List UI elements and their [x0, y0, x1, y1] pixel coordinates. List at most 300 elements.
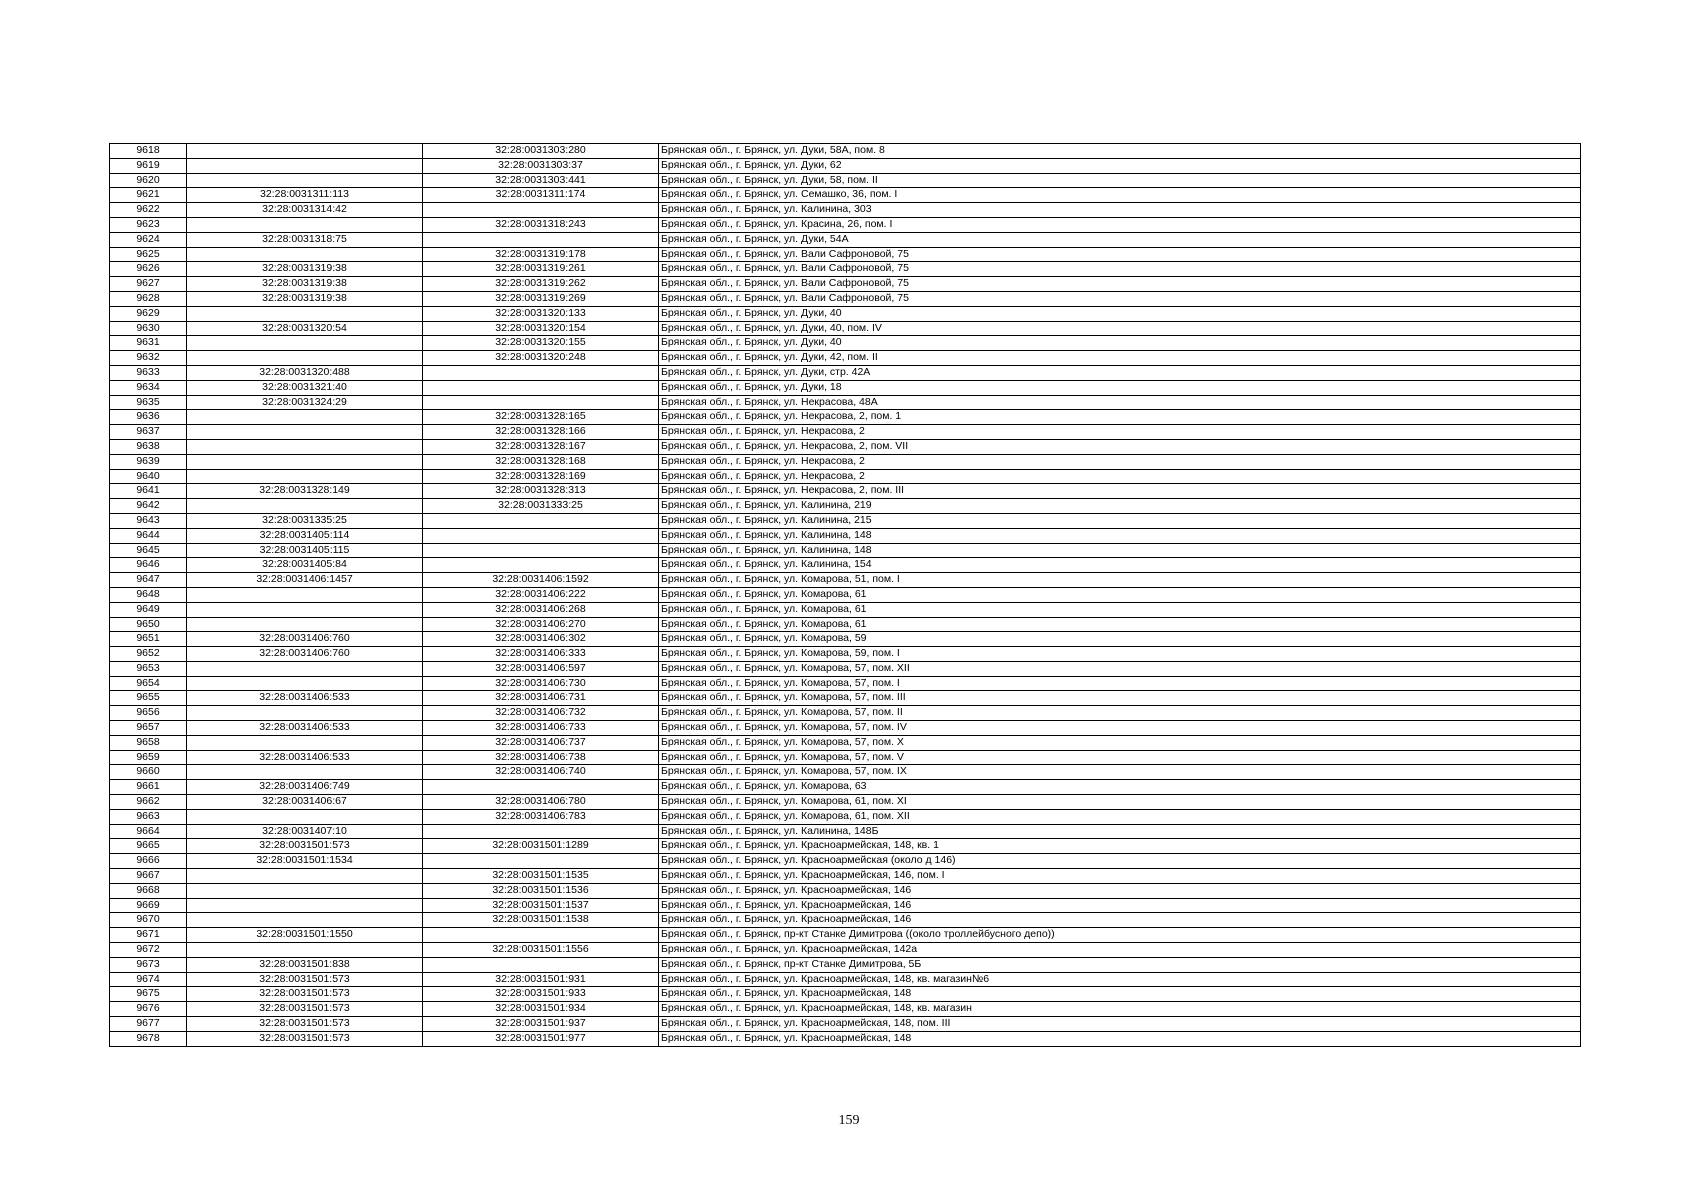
land-parcel-cadastral-number-cell: 32:28:0031501:573: [187, 1031, 423, 1046]
row-number-cell: 9653: [110, 661, 187, 676]
land-parcel-cadastral-number-cell: 32:28:0031328:149: [187, 484, 423, 499]
table-row: [110, 780, 1581, 795]
land-parcel-cadastral-number-cell: [187, 898, 423, 913]
address-cell: Брянская обл., г. Брянск, ул. Красноармейская, 146: [659, 913, 1581, 928]
row-number-cell: 9632: [110, 351, 187, 366]
table-row: [110, 365, 1581, 380]
table-row: [110, 573, 1581, 588]
table-row: [110, 706, 1581, 721]
table-row: [110, 513, 1581, 528]
object-cadastral-number-cell: 32:28:0031406:597: [423, 661, 659, 676]
table-row: [110, 676, 1581, 691]
address-cell: Брянская обл., г. Брянск, ул. Вали Сафроновой, 75: [659, 291, 1581, 306]
row-number-cell: 9624: [110, 232, 187, 247]
table-row: [110, 854, 1581, 869]
object-cadastral-number-cell: 32:28:0031406:733: [423, 721, 659, 736]
table-row: [110, 454, 1581, 469]
registry-table-body: [110, 144, 1581, 1047]
land-parcel-cadastral-number-cell: [187, 351, 423, 366]
address-cell: Брянская обл., г. Брянск, ул. Красноармейская, 148, кв. магазин: [659, 1002, 1581, 1017]
address-cell: Брянская обл., г. Брянск, пр-кт Станке Димитрова, 5Б: [659, 957, 1581, 972]
row-number-cell: 9660: [110, 765, 187, 780]
land-parcel-cadastral-number-cell: [187, 247, 423, 262]
land-parcel-cadastral-number-cell: [187, 809, 423, 824]
object-cadastral-number-cell: [423, 365, 659, 380]
object-cadastral-number-cell: [423, 528, 659, 543]
table-row: [110, 380, 1581, 395]
table-row: [110, 306, 1581, 321]
table-row: [110, 351, 1581, 366]
land-parcel-cadastral-number-cell: [187, 217, 423, 232]
land-parcel-cadastral-number-cell: 32:28:0031501:1534: [187, 854, 423, 869]
row-number-cell: 9655: [110, 691, 187, 706]
address-cell: Брянская обл., г. Брянск, ул. Комарова, 57, пом. V: [659, 750, 1581, 765]
object-cadastral-number-cell: 32:28:0031501:1535: [423, 869, 659, 884]
land-parcel-cadastral-number-cell: 32:28:0031406:67: [187, 795, 423, 810]
object-cadastral-number-cell: 32:28:0031328:313: [423, 484, 659, 499]
row-number-cell: 9641: [110, 484, 187, 499]
land-parcel-cadastral-number-cell: 32:28:0031501:573: [187, 972, 423, 987]
address-cell: Брянская обл., г. Брянск, ул. Красноармейская, 148: [659, 1031, 1581, 1046]
object-cadastral-number-cell: 32:28:0031333:25: [423, 499, 659, 514]
object-cadastral-number-cell: 32:28:0031406:302: [423, 632, 659, 647]
address-cell: Брянская обл., г. Брянск, ул. Красноармейская, 148, кв. магазин№6: [659, 972, 1581, 987]
object-cadastral-number-cell: 32:28:0031501:1538: [423, 913, 659, 928]
address-cell: Брянская обл., г. Брянск, ул. Дуки, стр. 42А: [659, 365, 1581, 380]
object-cadastral-number-cell: 32:28:0031328:169: [423, 469, 659, 484]
address-cell: Брянская обл., г. Брянск, ул. Дуки, 62: [659, 158, 1581, 173]
table-row: [110, 765, 1581, 780]
object-cadastral-number-cell: 32:28:0031501:1537: [423, 898, 659, 913]
address-cell: Брянская обл., г. Брянск, ул. Калинина, 148: [659, 543, 1581, 558]
table-row: [110, 972, 1581, 987]
table-row: [110, 188, 1581, 203]
table-row: [110, 632, 1581, 647]
object-cadastral-number-cell: [423, 957, 659, 972]
address-cell: Брянская обл., г. Брянск, ул. Красина, 26, пом. I: [659, 217, 1581, 232]
address-cell: Брянская обл., г. Брянск, ул. Комарова, 61: [659, 617, 1581, 632]
table-row: [110, 1017, 1581, 1032]
table-row: [110, 1031, 1581, 1046]
land-parcel-cadastral-number-cell: 32:28:0031405:84: [187, 558, 423, 573]
object-cadastral-number-cell: 32:28:0031406:268: [423, 602, 659, 617]
table-row: [110, 203, 1581, 218]
row-number-cell: 9651: [110, 632, 187, 647]
land-parcel-cadastral-number-cell: 32:28:0031314:42: [187, 203, 423, 218]
address-cell: Брянская обл., г. Брянск, ул. Калинина, 148: [659, 528, 1581, 543]
land-parcel-cadastral-number-cell: [187, 765, 423, 780]
address-cell: Брянская обл., г. Брянск, ул. Дуки, 40: [659, 306, 1581, 321]
land-parcel-cadastral-number-cell: 32:28:0031320:488: [187, 365, 423, 380]
row-number-cell: 9647: [110, 573, 187, 588]
address-cell: Брянская обл., г. Брянск, ул. Комарова, 57, пом. I: [659, 676, 1581, 691]
object-cadastral-number-cell: 32:28:0031328:168: [423, 454, 659, 469]
row-number-cell: 9677: [110, 1017, 187, 1032]
address-cell: Брянская обл., г. Брянск, ул. Калинина, 148Б: [659, 824, 1581, 839]
address-cell: Брянская обл., г. Брянск, ул. Комарова, 59: [659, 632, 1581, 647]
row-number-cell: 9628: [110, 291, 187, 306]
object-cadastral-number-cell: 32:28:0031319:261: [423, 262, 659, 277]
address-cell: Брянская обл., г. Брянск, ул. Красноармейская, 148, пом. III: [659, 1017, 1581, 1032]
row-number-cell: 9659: [110, 750, 187, 765]
table-row: [110, 617, 1581, 632]
table-row: [110, 869, 1581, 884]
object-cadastral-number-cell: 32:28:0031501:934: [423, 1002, 659, 1017]
land-parcel-cadastral-number-cell: [187, 617, 423, 632]
row-number-cell: 9621: [110, 188, 187, 203]
land-parcel-cadastral-number-cell: [187, 439, 423, 454]
row-number-cell: 9661: [110, 780, 187, 795]
row-number-cell: 9648: [110, 587, 187, 602]
address-cell: Брянская обл., г. Брянск, ул. Некрасова, 2, пом. III: [659, 484, 1581, 499]
row-number-cell: 9644: [110, 528, 187, 543]
address-cell: Брянская обл., г. Брянск, ул. Комарова, 57, пом. III: [659, 691, 1581, 706]
row-number-cell: 9656: [110, 706, 187, 721]
object-cadastral-number-cell: 32:28:0031311:174: [423, 188, 659, 203]
table-row: [110, 883, 1581, 898]
row-number-cell: 9620: [110, 173, 187, 188]
table-row: [110, 439, 1581, 454]
row-number-cell: 9626: [110, 262, 187, 277]
land-parcel-cadastral-number-cell: [187, 499, 423, 514]
land-parcel-cadastral-number-cell: [187, 869, 423, 884]
table-row: [110, 321, 1581, 336]
address-cell: Брянская обл., г. Брянск, ул. Дуки, 58А, пом. 8: [659, 144, 1581, 159]
land-parcel-cadastral-number-cell: [187, 735, 423, 750]
land-parcel-cadastral-number-cell: [187, 336, 423, 351]
table-row: [110, 587, 1581, 602]
table-row: [110, 336, 1581, 351]
row-number-cell: 9629: [110, 306, 187, 321]
object-cadastral-number-cell: 32:28:0031406:333: [423, 647, 659, 662]
address-cell: Брянская обл., г. Брянск, ул. Красноармейская, 146: [659, 883, 1581, 898]
address-cell: Брянская обл., г. Брянск, ул. Красноармейская, 148, кв. 1: [659, 839, 1581, 854]
land-parcel-cadastral-number-cell: 32:28:0031318:75: [187, 232, 423, 247]
address-cell: Брянская обл., г. Брянск, ул. Красноармейская, 142а: [659, 943, 1581, 958]
row-number-cell: 9646: [110, 558, 187, 573]
row-number-cell: 9665: [110, 839, 187, 854]
object-cadastral-number-cell: 32:28:0031406:740: [423, 765, 659, 780]
land-parcel-cadastral-number-cell: [187, 602, 423, 617]
table-row: [110, 262, 1581, 277]
object-cadastral-number-cell: 32:28:0031303:37: [423, 158, 659, 173]
object-cadastral-number-cell: 32:28:0031320:248: [423, 351, 659, 366]
object-cadastral-number-cell: 32:28:0031406:732: [423, 706, 659, 721]
row-number-cell: 9633: [110, 365, 187, 380]
land-parcel-cadastral-number-cell: [187, 913, 423, 928]
address-cell: Брянская обл., г. Брянск, пр-кт Станке Димитрова ((около троллейбусного депо)): [659, 928, 1581, 943]
table-row: [110, 647, 1581, 662]
land-parcel-cadastral-number-cell: [187, 676, 423, 691]
row-number-cell: 9637: [110, 425, 187, 440]
object-cadastral-number-cell: [423, 395, 659, 410]
object-cadastral-number-cell: 32:28:0031319:262: [423, 277, 659, 292]
address-cell: Брянская обл., г. Брянск, ул. Некрасова, 2: [659, 454, 1581, 469]
row-number-cell: 9631: [110, 336, 187, 351]
object-cadastral-number-cell: 32:28:0031501:1289: [423, 839, 659, 854]
address-cell: Брянская обл., г. Брянск, ул. Комарова, 61: [659, 602, 1581, 617]
address-cell: Брянская обл., г. Брянск, ул. Дуки, 42, пом. II: [659, 351, 1581, 366]
land-parcel-cadastral-number-cell: [187, 144, 423, 159]
address-cell: Брянская обл., г. Брянск, ул. Комарова, 61, пом. XII: [659, 809, 1581, 824]
table-row: [110, 928, 1581, 943]
address-cell: Брянская обл., г. Брянск, ул. Дуки, 18: [659, 380, 1581, 395]
row-number-cell: 9667: [110, 869, 187, 884]
object-cadastral-number-cell: 32:28:0031406:1592: [423, 573, 659, 588]
land-parcel-cadastral-number-cell: [187, 469, 423, 484]
row-number-cell: 9619: [110, 158, 187, 173]
object-cadastral-number-cell: [423, 513, 659, 528]
row-number-cell: 9676: [110, 1002, 187, 1017]
object-cadastral-number-cell: [423, 558, 659, 573]
row-number-cell: 9664: [110, 824, 187, 839]
land-parcel-cadastral-number-cell: 32:28:0031406:533: [187, 750, 423, 765]
land-parcel-cadastral-number-cell: [187, 454, 423, 469]
land-parcel-cadastral-number-cell: 32:28:0031501:573: [187, 987, 423, 1002]
object-cadastral-number-cell: 32:28:0031406:270: [423, 617, 659, 632]
land-parcel-cadastral-number-cell: 32:28:0031406:760: [187, 632, 423, 647]
object-cadastral-number-cell: 32:28:0031320:155: [423, 336, 659, 351]
object-cadastral-number-cell: 32:28:0031501:931: [423, 972, 659, 987]
object-cadastral-number-cell: [423, 232, 659, 247]
land-parcel-cadastral-number-cell: 32:28:0031406:749: [187, 780, 423, 795]
object-cadastral-number-cell: 32:28:0031406:222: [423, 587, 659, 602]
land-parcel-cadastral-number-cell: 32:28:0031501:573: [187, 839, 423, 854]
address-cell: Брянская обл., г. Брянск, ул. Калинина, 303: [659, 203, 1581, 218]
land-parcel-cadastral-number-cell: 32:28:0031405:114: [187, 528, 423, 543]
object-cadastral-number-cell: 32:28:0031328:167: [423, 439, 659, 454]
row-number-cell: 9649: [110, 602, 187, 617]
land-parcel-cadastral-number-cell: 32:28:0031406:760: [187, 647, 423, 662]
row-number-cell: 9666: [110, 854, 187, 869]
row-number-cell: 9663: [110, 809, 187, 824]
land-parcel-cadastral-number-cell: [187, 173, 423, 188]
address-cell: Брянская обл., г. Брянск, ул. Калинина, 215: [659, 513, 1581, 528]
land-parcel-cadastral-number-cell: [187, 943, 423, 958]
address-cell: Брянская обл., г. Брянск, ул. Некрасова, 2, пом. 1: [659, 410, 1581, 425]
land-parcel-cadastral-number-cell: 32:28:0031319:38: [187, 262, 423, 277]
object-cadastral-number-cell: 32:28:0031328:166: [423, 425, 659, 440]
address-cell: Брянская обл., г. Брянск, ул. Вали Сафроновой, 75: [659, 277, 1581, 292]
row-number-cell: 9625: [110, 247, 187, 262]
table-row: [110, 602, 1581, 617]
row-number-cell: 9627: [110, 277, 187, 292]
row-number-cell: 9639: [110, 454, 187, 469]
land-parcel-cadastral-number-cell: 32:28:0031406:1457: [187, 573, 423, 588]
object-cadastral-number-cell: 32:28:0031303:441: [423, 173, 659, 188]
address-cell: Брянская обл., г. Брянск, ул. Комарова, 59, пом. I: [659, 647, 1581, 662]
table-row: [110, 913, 1581, 928]
row-number-cell: 9657: [110, 721, 187, 736]
land-parcel-cadastral-number-cell: [187, 158, 423, 173]
table-row: [110, 499, 1581, 514]
object-cadastral-number-cell: 32:28:0031406:737: [423, 735, 659, 750]
row-number-cell: 9675: [110, 987, 187, 1002]
table-row: [110, 217, 1581, 232]
address-cell: Брянская обл., г. Брянск, ул. Некрасова, 2: [659, 469, 1581, 484]
table-row: [110, 1002, 1581, 1017]
table-row: [110, 987, 1581, 1002]
table-row: [110, 691, 1581, 706]
row-number-cell: 9662: [110, 795, 187, 810]
object-cadastral-number-cell: 32:28:0031406:731: [423, 691, 659, 706]
row-number-cell: 9645: [110, 543, 187, 558]
object-cadastral-number-cell: 32:28:0031319:269: [423, 291, 659, 306]
object-cadastral-number-cell: 32:28:0031406:783: [423, 809, 659, 824]
land-parcel-cadastral-number-cell: [187, 306, 423, 321]
object-cadastral-number-cell: 32:28:0031320:133: [423, 306, 659, 321]
table-row: [110, 528, 1581, 543]
row-number-cell: 9658: [110, 735, 187, 750]
table-row: [110, 543, 1581, 558]
row-number-cell: 9638: [110, 439, 187, 454]
table-row: [110, 957, 1581, 972]
table-row: [110, 158, 1581, 173]
table-row: [110, 173, 1581, 188]
table-row: [110, 484, 1581, 499]
land-parcel-cadastral-number-cell: 32:28:0031320:54: [187, 321, 423, 336]
land-parcel-cadastral-number-cell: 32:28:0031406:533: [187, 721, 423, 736]
row-number-cell: 9618: [110, 144, 187, 159]
table-row: [110, 469, 1581, 484]
table-row: [110, 144, 1581, 159]
land-parcel-cadastral-number-cell: 32:28:0031501:1550: [187, 928, 423, 943]
row-number-cell: 9673: [110, 957, 187, 972]
address-cell: Брянская обл., г. Брянск, ул. Красноармейская, 146, пом. I: [659, 869, 1581, 884]
table-row: [110, 824, 1581, 839]
row-number-cell: 9630: [110, 321, 187, 336]
address-cell: Брянская обл., г. Брянск, ул. Комарова, 51, пом. I: [659, 573, 1581, 588]
table-row: [110, 425, 1581, 440]
land-parcel-cadastral-number-cell: 32:28:0031501:573: [187, 1017, 423, 1032]
object-cadastral-number-cell: [423, 780, 659, 795]
address-cell: Брянская обл., г. Брянск, ул. Некрасова, 2: [659, 425, 1581, 440]
land-parcel-cadastral-number-cell: 32:28:0031335:25: [187, 513, 423, 528]
address-cell: Брянская обл., г. Брянск, ул. Комарова, 57, пом. XII: [659, 661, 1581, 676]
address-cell: Брянская обл., г. Брянск, ул. Комарова, 61, пом. XI: [659, 795, 1581, 810]
land-parcel-cadastral-number-cell: 32:28:0031321:40: [187, 380, 423, 395]
object-cadastral-number-cell: 32:28:0031328:165: [423, 410, 659, 425]
object-cadastral-number-cell: 32:28:0031501:1536: [423, 883, 659, 898]
address-cell: Брянская обл., г. Брянск, ул. Красноармейская (около д 146): [659, 854, 1581, 869]
land-parcel-cadastral-number-cell: [187, 425, 423, 440]
address-cell: Брянская обл., г. Брянск, ул. Вали Сафроновой, 75: [659, 262, 1581, 277]
row-number-cell: 9643: [110, 513, 187, 528]
address-cell: Брянская обл., г. Брянск, ул. Комарова, 63: [659, 780, 1581, 795]
object-cadastral-number-cell: 32:28:0031501:937: [423, 1017, 659, 1032]
row-number-cell: 9670: [110, 913, 187, 928]
table-row: [110, 735, 1581, 750]
table-row: [110, 277, 1581, 292]
row-number-cell: 9652: [110, 647, 187, 662]
table-row: [110, 410, 1581, 425]
row-number-cell: 9669: [110, 898, 187, 913]
land-parcel-cadastral-number-cell: 32:28:0031406:533: [187, 691, 423, 706]
row-number-cell: 9640: [110, 469, 187, 484]
land-parcel-cadastral-number-cell: [187, 587, 423, 602]
row-number-cell: 9654: [110, 676, 187, 691]
object-cadastral-number-cell: 32:28:0031320:154: [423, 321, 659, 336]
row-number-cell: 9635: [110, 395, 187, 410]
address-cell: Брянская обл., г. Брянск, ул. Дуки, 40, пом. IV: [659, 321, 1581, 336]
registry-table: [109, 143, 1581, 1047]
address-cell: Брянская обл., г. Брянск, ул. Дуки, 40: [659, 336, 1581, 351]
table-row: [110, 809, 1581, 824]
row-number-cell: 9668: [110, 883, 187, 898]
object-cadastral-number-cell: 32:28:0031501:933: [423, 987, 659, 1002]
land-parcel-cadastral-number-cell: 32:28:0031407:10: [187, 824, 423, 839]
table-row: [110, 395, 1581, 410]
object-cadastral-number-cell: [423, 928, 659, 943]
table-row: [110, 291, 1581, 306]
land-parcel-cadastral-number-cell: [187, 410, 423, 425]
table-row: [110, 247, 1581, 262]
object-cadastral-number-cell: [423, 543, 659, 558]
object-cadastral-number-cell: [423, 203, 659, 218]
address-cell: Брянская обл., г. Брянск, ул. Комарова, 57, пом. IV: [659, 721, 1581, 736]
row-number-cell: 9650: [110, 617, 187, 632]
object-cadastral-number-cell: 32:28:0031501:1556: [423, 943, 659, 958]
row-number-cell: 9672: [110, 943, 187, 958]
object-cadastral-number-cell: 32:28:0031406:730: [423, 676, 659, 691]
table-row: [110, 721, 1581, 736]
table-row: [110, 661, 1581, 676]
row-number-cell: 9636: [110, 410, 187, 425]
land-parcel-cadastral-number-cell: 32:28:0031501:573: [187, 1002, 423, 1017]
object-cadastral-number-cell: 32:28:0031319:178: [423, 247, 659, 262]
row-number-cell: 9674: [110, 972, 187, 987]
address-cell: Брянская обл., г. Брянск, ул. Калинина, 154: [659, 558, 1581, 573]
address-cell: Брянская обл., г. Брянск, ул. Комарова, 57, пом. II: [659, 706, 1581, 721]
object-cadastral-number-cell: 32:28:0031406:738: [423, 750, 659, 765]
table-row: [110, 898, 1581, 913]
object-cadastral-number-cell: [423, 854, 659, 869]
row-number-cell: 9634: [110, 380, 187, 395]
row-number-cell: 9623: [110, 217, 187, 232]
object-cadastral-number-cell: 32:28:0031501:977: [423, 1031, 659, 1046]
row-number-cell: 9622: [110, 203, 187, 218]
object-cadastral-number-cell: 32:28:0031303:280: [423, 144, 659, 159]
land-parcel-cadastral-number-cell: [187, 883, 423, 898]
address-cell: Брянская обл., г. Брянск, ул. Дуки, 58, пом. II: [659, 173, 1581, 188]
object-cadastral-number-cell: 32:28:0031318:243: [423, 217, 659, 232]
address-cell: Брянская обл., г. Брянск, ул. Красноармейская, 148: [659, 987, 1581, 1002]
address-cell: Брянская обл., г. Брянск, ул. Комарова, 61: [659, 587, 1581, 602]
land-parcel-cadastral-number-cell: 32:28:0031319:38: [187, 277, 423, 292]
table-row: [110, 795, 1581, 810]
land-parcel-cadastral-number-cell: [187, 706, 423, 721]
table-row: [110, 232, 1581, 247]
land-parcel-cadastral-number-cell: 32:28:0031324:29: [187, 395, 423, 410]
table-row: [110, 839, 1581, 854]
address-cell: Брянская обл., г. Брянск, ул. Комарова, 57, пом. X: [659, 735, 1581, 750]
row-number-cell: 9678: [110, 1031, 187, 1046]
object-cadastral-number-cell: [423, 824, 659, 839]
land-parcel-cadastral-number-cell: 32:28:0031311:113: [187, 188, 423, 203]
address-cell: Брянская обл., г. Брянск, ул. Калинина, 219: [659, 499, 1581, 514]
address-cell: Брянская обл., г. Брянск, ул. Некрасова, 48А: [659, 395, 1581, 410]
row-number-cell: 9642: [110, 499, 187, 514]
object-cadastral-number-cell: [423, 380, 659, 395]
table-row: [110, 750, 1581, 765]
land-parcel-cadastral-number-cell: 32:28:0031405:115: [187, 543, 423, 558]
table-row: [110, 558, 1581, 573]
page-number: 159: [838, 1113, 860, 1128]
land-parcel-cadastral-number-cell: [187, 661, 423, 676]
address-cell: Брянская обл., г. Брянск, ул. Вали Сафроновой, 75: [659, 247, 1581, 262]
address-cell: Брянская обл., г. Брянск, ул. Комарова, 57, пом. IX: [659, 765, 1581, 780]
land-parcel-cadastral-number-cell: 32:28:0031501:838: [187, 957, 423, 972]
